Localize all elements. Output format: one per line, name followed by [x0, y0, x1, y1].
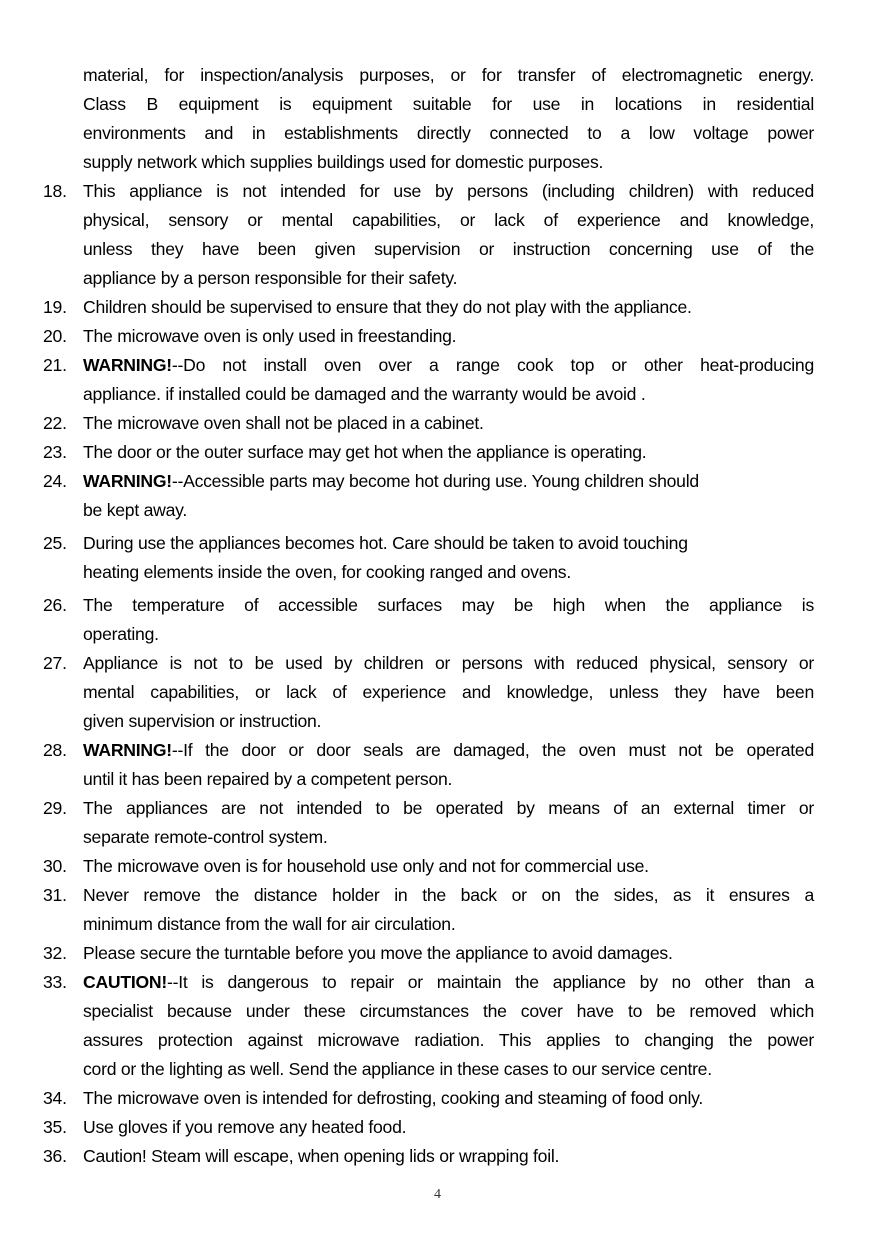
item-number: 29.: [43, 798, 67, 818]
line-text: Use gloves if you remove any heated food.: [83, 1117, 407, 1137]
item-number: 28.: [43, 740, 67, 760]
item-number: 30.: [43, 856, 67, 876]
text-line: [83, 794, 814, 823]
item-number: 20.: [43, 326, 67, 346]
text-line: [83, 119, 814, 148]
item-number: 31.: [43, 885, 67, 905]
line-text: physical, sensory or mental capabilities, or lack of experience and knowledge,: [83, 210, 814, 230]
line-text: appliance by a person responsible for their safety.: [83, 268, 458, 288]
text-line: [83, 558, 814, 587]
warning-label: CAUTION!: [83, 972, 168, 992]
line-text: environments and in establishments directly connected to a low voltage power: [83, 123, 814, 143]
text-line: [83, 620, 814, 649]
text-line: [83, 765, 814, 794]
list-item: [43, 1084, 814, 1113]
line-text: appliance. if installed could be damaged and the warranty would be avoid .: [83, 384, 646, 404]
item-number: 35.: [43, 1117, 67, 1137]
item-number: 27.: [43, 653, 67, 673]
text-line: [83, 591, 814, 620]
text-line: [83, 322, 814, 351]
line-text: --Do not install oven over a range cook top or other heat-producing: [171, 355, 814, 375]
list-item: [43, 529, 814, 587]
line-text: During use the appliances becomes hot. Care should be taken to avoid touching: [83, 533, 688, 553]
item-number: 24.: [43, 471, 67, 491]
line-text: separate remote-control system.: [83, 827, 328, 847]
line-text: Children should be supervised to ensure that they do not play with the appliance.: [83, 297, 692, 317]
line-text: be kept away.: [83, 500, 188, 520]
page-number: 4: [434, 1187, 441, 1202]
line-text: mental capabilities, or lack of experience and knowledge, unless they have been: [83, 682, 814, 702]
text-line: [83, 409, 814, 438]
line-text: cord or the lighting as well. Send the appliance in these cases to our service centre.: [83, 1059, 712, 1079]
item-number: 23.: [43, 442, 67, 462]
line-text: This appliance is not intended for use by persons (including children) with reduced: [83, 181, 814, 201]
text-line: [83, 293, 814, 322]
line-text: material, for inspection/analysis purposes, or for transfer of electromagnetic energy.: [83, 65, 814, 85]
list-item: [43, 61, 814, 177]
line-text: supply network which supplies buildings used for domestic purposes.: [83, 152, 604, 172]
list-item: [43, 322, 814, 351]
list-item: [43, 293, 814, 322]
line-text: assures protection against microwave radiation. This applies to changing the power: [83, 1030, 814, 1050]
list-item: [43, 736, 814, 794]
item-number: 25.: [43, 533, 67, 553]
list-item: [43, 177, 814, 293]
text-line: [83, 968, 814, 997]
line-text: The microwave oven is only used in freestanding.: [83, 326, 457, 346]
line-text: --If the door or door seals are damaged, the oven must not be operated: [171, 740, 814, 760]
item-number: 32.: [43, 943, 67, 963]
list-item: [43, 1113, 814, 1142]
list-item: [43, 438, 814, 467]
item-number: 22.: [43, 413, 67, 433]
text-line: [83, 707, 814, 736]
text-line: [83, 910, 814, 939]
text-line: [83, 206, 814, 235]
line-text: minimum distance from the wall for air circulation.: [83, 914, 456, 934]
line-text: --Accessible parts may become hot during use. Young children should: [171, 471, 699, 491]
text-line: [83, 1142, 814, 1171]
text-line: [83, 1113, 814, 1142]
line-text: heating elements inside the oven, for cooking ranged and ovens.: [83, 562, 571, 582]
text-line: [83, 438, 814, 467]
text-line: [83, 380, 814, 409]
text-line: [83, 1026, 814, 1055]
text-line: [83, 496, 814, 525]
item-number: 19.: [43, 297, 67, 317]
list-item: [43, 1142, 814, 1171]
text-line: [83, 467, 814, 496]
list-item: [43, 467, 814, 525]
list-item: [43, 649, 814, 736]
text-line: [83, 736, 814, 765]
line-text: given supervision or instruction.: [83, 711, 322, 731]
line-text: The door or the outer surface may get hot when the appliance is operating.: [83, 442, 647, 462]
warning-label: WARNING!: [83, 355, 172, 375]
line-text: The microwave oven shall not be placed in a cabinet.: [83, 413, 484, 433]
line-text: unless they have been given supervision or instruction concerning use of the: [83, 239, 814, 259]
text-line: [83, 649, 814, 678]
line-text: until it has been repaired by a competent person.: [83, 769, 453, 789]
item-number: 33.: [43, 972, 67, 992]
item-number: 21.: [43, 355, 67, 375]
warning-label: WARNING!: [83, 471, 172, 491]
text-line: [83, 997, 814, 1026]
list-item: [43, 852, 814, 881]
safety-instructions-list: [43, 61, 814, 1171]
text-line: [83, 90, 814, 119]
list-item: [43, 939, 814, 968]
line-text: operating.: [83, 624, 159, 644]
line-text: Never remove the distance holder in the back or on the sides, as it ensures a: [83, 885, 814, 905]
text-line: [83, 823, 814, 852]
text-line: [83, 61, 814, 90]
line-text: The appliances are not intended to be operated by means of an external timer or: [83, 798, 814, 818]
text-line: [83, 852, 814, 881]
line-text: Class B equipment is equipment suitable for use in locations in residential: [83, 94, 814, 114]
list-item: [43, 881, 814, 939]
text-line: [83, 1055, 814, 1084]
line-text: --It is dangerous to repair or maintain the appliance by no other than a: [167, 972, 814, 992]
line-text: The microwave oven is for household use only and not for commercial use.: [83, 856, 649, 876]
text-line: [83, 235, 814, 264]
line-text: The temperature of accessible surfaces may be high when the appliance is: [83, 595, 814, 615]
warning-label: WARNING!: [83, 740, 172, 760]
item-number: 18.: [43, 181, 67, 201]
text-line: [83, 351, 814, 380]
text-line: [83, 1084, 814, 1113]
line-text: specialist because under these circumstances the cover have to be removed which: [83, 1001, 814, 1021]
list-item: [43, 968, 814, 1084]
list-item: [43, 794, 814, 852]
line-text: Caution! Steam will escape, when opening lids or wrapping foil.: [83, 1146, 560, 1166]
item-number: 36.: [43, 1146, 67, 1166]
list-item: [43, 591, 814, 649]
text-line: [83, 148, 814, 177]
text-line: [83, 529, 814, 558]
text-line: [83, 264, 814, 293]
text-line: [83, 939, 814, 968]
item-number: 26.: [43, 595, 67, 615]
text-line: [83, 177, 814, 206]
list-item: [43, 351, 814, 409]
text-line: [83, 881, 814, 910]
text-line: [83, 678, 814, 707]
line-text: The microwave oven is intended for defrosting, cooking and steaming of food only.: [83, 1088, 704, 1108]
list-item: [43, 409, 814, 438]
line-text: Appliance is not to be used by children or persons with reduced physical, sensory or: [83, 653, 814, 673]
item-number: 34.: [43, 1088, 67, 1108]
line-text: Please secure the turntable before you move the appliance to avoid damages.: [83, 943, 673, 963]
